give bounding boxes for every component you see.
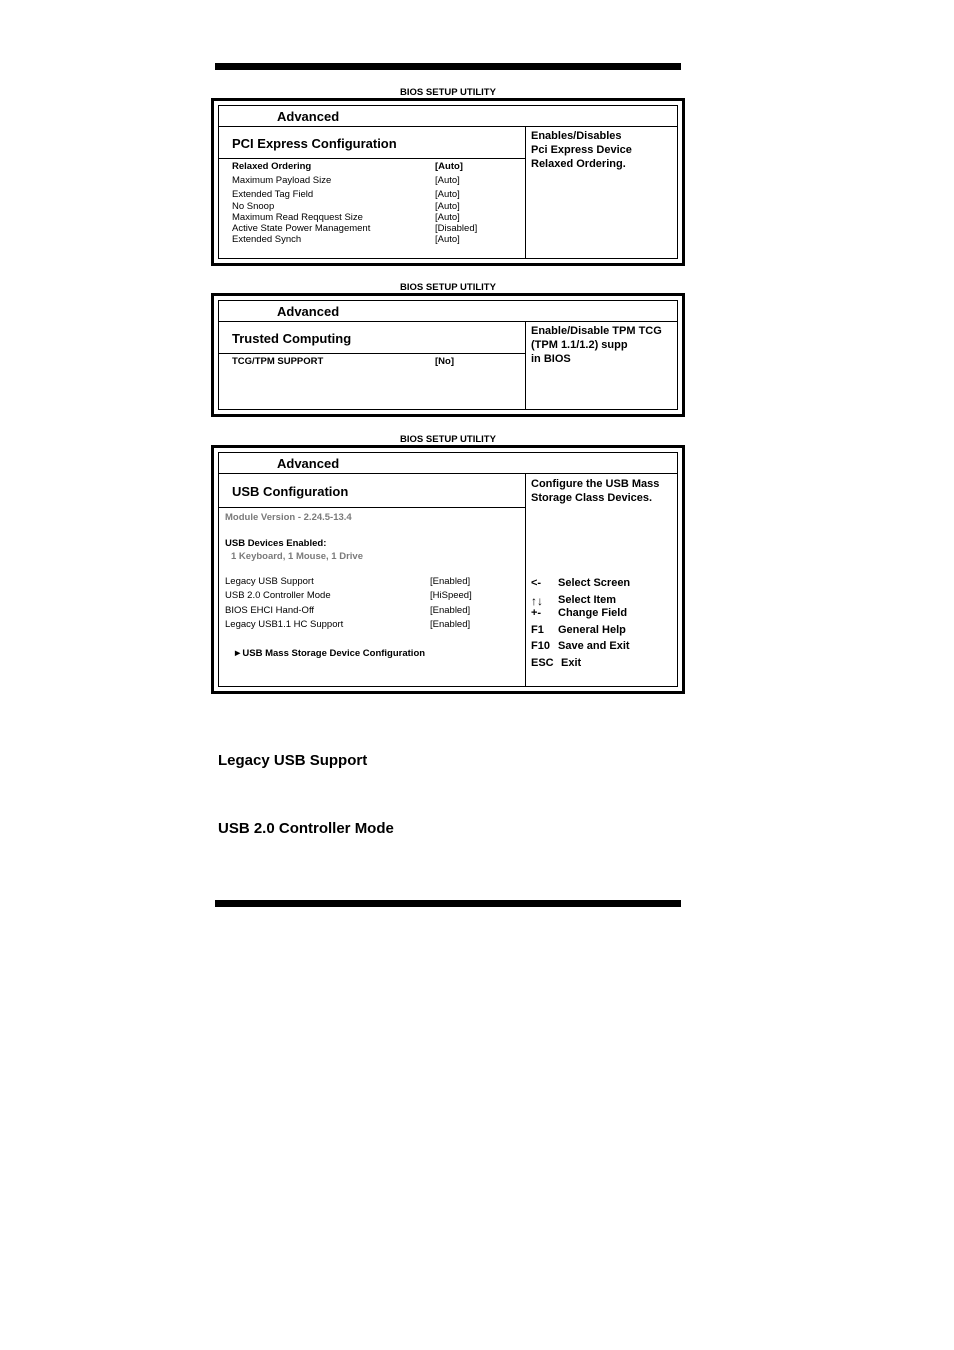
section-title: USB Configuration	[232, 484, 349, 499]
key-left-arrow: <-	[531, 577, 542, 589]
setting-value[interactable]: [HiSpeed]	[430, 590, 472, 601]
bottom-rule	[215, 900, 681, 907]
heading-usb20-controller-mode: USB 2.0 Controller Mode	[218, 820, 394, 837]
bios-panel-inner	[218, 105, 678, 259]
tab-advanced[interactable]: Advanced	[277, 304, 340, 319]
section-divider	[219, 507, 525, 508]
setting-value[interactable]: [Disabled]	[435, 223, 478, 234]
setting-value[interactable]: [Enabled]	[430, 619, 471, 630]
key-desc: Select Item	[558, 594, 617, 606]
tab-bar	[219, 453, 677, 474]
section-divider	[219, 353, 525, 354]
panel-divider	[525, 473, 526, 686]
bios-panel-trusted-computing	[211, 293, 685, 417]
section-title: PCI Express Configuration	[232, 136, 397, 151]
key-desc: Select Screen	[558, 577, 631, 589]
setting-value[interactable]: [Auto]	[435, 189, 460, 200]
key-plus-minus: +-	[531, 607, 542, 619]
bios-panel-pci-express	[211, 98, 685, 266]
submenu-usb-mass-storage[interactable]: ►USB Mass Storage Device Configuration	[233, 648, 426, 659]
bios-panel-inner	[218, 452, 678, 687]
key-esc: ESC	[531, 657, 554, 669]
help-text: Configure the USB Mass Storage Class Devices.	[531, 478, 660, 504]
setting-value[interactable]: [Auto]	[435, 201, 460, 212]
panel-divider	[525, 321, 526, 409]
key-desc: Save and Exit	[558, 640, 630, 652]
section-divider	[219, 158, 525, 159]
setting-value[interactable]: [Auto]	[435, 175, 460, 186]
heading-legacy-usb-support: Legacy USB Support	[218, 752, 368, 769]
usb-devices-label: USB Devices Enabled:	[225, 538, 327, 549]
setting-label: Active State Power Management	[232, 223, 371, 234]
section-title: Trusted Computing	[232, 331, 352, 346]
setting-value[interactable]: [Enabled]	[430, 605, 471, 616]
setting-label: TCG/TPM SUPPORT	[232, 356, 324, 367]
tab-advanced[interactable]: Advanced	[277, 456, 340, 471]
help-text: Enable/Disable TPM TCG (TPM 1.1/1.2) supp in BIOS	[531, 325, 662, 365]
setting-value[interactable]: [No]	[435, 356, 454, 367]
key-f10: F10	[531, 640, 550, 652]
setting-value[interactable]: [Auto]	[435, 161, 463, 172]
tab-bar	[219, 106, 677, 127]
top-rule	[215, 63, 681, 70]
setting-label: BIOS EHCI Hand-Off	[225, 605, 315, 616]
key-desc: Change Field	[558, 607, 628, 619]
help-text: Enables/Disables Pci Express Device Relaxed Ordering.	[531, 130, 632, 170]
usb-devices-value: 1 Keyboard, 1 Mouse, 1 Drive	[231, 551, 363, 562]
bios-panel-inner	[218, 300, 678, 410]
setting-label: Maximum Payload Size	[232, 175, 332, 186]
key-desc: General Help	[558, 624, 626, 636]
module-version: Module Version - 2.24.5-13.4	[225, 512, 352, 523]
key-desc: Exit	[561, 657, 582, 669]
setting-label: Legacy USB Support	[225, 576, 314, 587]
bios-utility-title: BIOS SETUP UTILITY	[400, 282, 496, 293]
setting-label: Extended Tag Field	[232, 189, 314, 200]
setting-label: No Snoop	[232, 201, 275, 212]
setting-label: Maximum Read Reqquest Size	[232, 212, 363, 223]
setting-label: USB 2.0 Controller Mode	[225, 590, 331, 601]
key-up-down-arrows: ↑↓	[531, 594, 543, 608]
setting-label: Extended Synch	[232, 234, 302, 245]
key-f1: F1	[531, 624, 544, 636]
setting-label: Relaxed Ordering	[232, 161, 312, 172]
bios-utility-title: BIOS SETUP UTILITY	[400, 434, 496, 445]
tab-advanced[interactable]: Advanced	[277, 109, 340, 124]
bios-panel-usb-configuration	[211, 445, 685, 694]
setting-value[interactable]: [Enabled]	[430, 576, 471, 587]
bios-utility-title: BIOS SETUP UTILITY	[400, 87, 496, 98]
panel-divider	[525, 126, 526, 258]
setting-value[interactable]: [Auto]	[435, 212, 460, 223]
setting-label: Legacy USB1.1 HC Support	[225, 619, 344, 630]
setting-value[interactable]: [Auto]	[435, 234, 460, 245]
tab-bar	[219, 301, 677, 322]
